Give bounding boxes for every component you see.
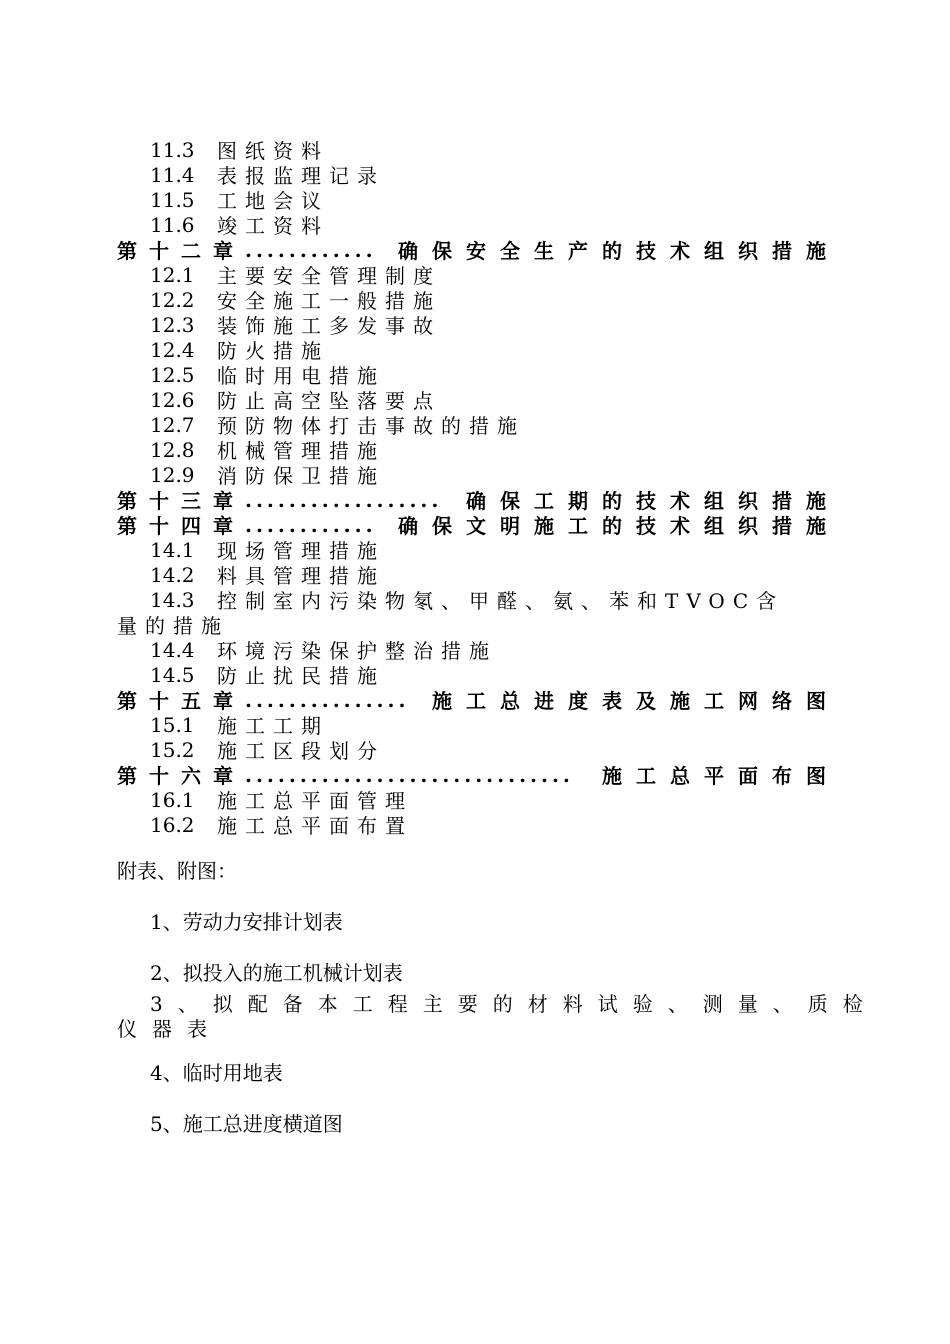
toc-section-row — [117, 412, 826, 437]
section-title: 表报监理记录 — [217, 164, 385, 188]
section-title: 工地会议 — [217, 189, 329, 213]
toc-section-row — [117, 362, 826, 387]
section-number: 12.5 — [150, 362, 195, 387]
section-title: 防止扰民措施 — [217, 664, 385, 688]
section-number: 11.5 — [150, 187, 195, 212]
section-number: 14.1 — [150, 537, 195, 562]
toc-section-row — [117, 137, 826, 162]
section-title: 临时用电措施 — [217, 364, 385, 388]
section-number: 11.4 — [150, 162, 195, 187]
appendix-heading: 附表、附图： — [117, 859, 237, 883]
section-title: 环境污染保护整治措施 — [217, 639, 497, 663]
toc-section-row — [117, 437, 826, 462]
chapter-title: 确保文明施工的技术组织措施 — [398, 514, 840, 538]
section-title: 装饰施工多发事故 — [217, 314, 441, 338]
toc-section-row — [117, 562, 826, 587]
toc-section-row — [117, 587, 826, 612]
section-number: 14.2 — [150, 562, 195, 587]
section-number: 12.7 — [150, 412, 195, 437]
appendix-item-3-line-1: 3、拟配备本工程主要的材料试验、测量、质检 — [150, 992, 878, 1016]
section-number: 12.3 — [150, 312, 195, 337]
chapter-label: 第十六章 — [117, 764, 245, 788]
section-title: 料具管理措施 — [217, 564, 385, 588]
toc-section-row — [117, 712, 826, 737]
section-number: 12.2 — [150, 287, 195, 312]
section-title: 机械管理措施 — [217, 439, 385, 463]
section-number: 12.1 — [150, 262, 195, 287]
section-title: 预防物体打击事故的措施 — [217, 414, 525, 438]
toc-section-row — [117, 262, 826, 287]
section-title: 竣工资料 — [217, 214, 329, 238]
toc-chapter-row — [117, 512, 840, 538]
section-number: 11.3 — [150, 137, 195, 162]
chapter-label: 第十四章 — [117, 514, 245, 538]
table-of-contents — [117, 137, 840, 838]
toc-section-row — [117, 187, 826, 212]
section-title: 消防保卫措施 — [217, 464, 385, 488]
toc-section-row — [117, 812, 826, 837]
toc-section-row — [117, 737, 826, 762]
toc-section-row — [117, 337, 826, 362]
leader-dots: ............ — [245, 237, 377, 262]
toc-chapter-row — [117, 687, 840, 713]
chapter-title: 施工总进度表及施工网络图 — [432, 689, 840, 713]
appendix-item-5: 5、施工总进度横道图 — [150, 1112, 343, 1136]
section-number: 12.4 — [150, 337, 195, 362]
appendix-item-1: 1、劳动力安排计划表 — [150, 910, 343, 934]
section-title: 施工工期 — [217, 714, 329, 738]
section-title: 控制室内污染物氡、甲醛、氨、苯和TVOC含 — [217, 589, 785, 613]
section-number: 16.1 — [150, 787, 195, 812]
toc-section-row — [117, 637, 826, 662]
section-number: 14.4 — [150, 637, 195, 662]
chapter-title: 施工总平面布图 — [602, 764, 840, 788]
toc-section-row — [117, 787, 826, 812]
toc-section-row — [117, 212, 826, 237]
appendix-item-3-line-2: 仪器表 — [117, 1017, 222, 1041]
toc-chapter-row — [117, 762, 840, 788]
section-title: 主要安全管理制度 — [217, 264, 441, 288]
toc-chapter-row — [117, 237, 840, 263]
toc-section-row — [117, 462, 826, 487]
section-number: 14.3 — [150, 587, 195, 612]
toc-section-continuation — [117, 612, 826, 637]
section-title: 施工总平面布置 — [217, 814, 413, 838]
section-number: 14.5 — [150, 662, 195, 687]
section-title: 量的措施 — [117, 614, 229, 638]
toc-section-row — [117, 387, 826, 412]
section-number: 15.1 — [150, 712, 195, 737]
section-title: 防止高空坠落要点 — [217, 389, 441, 413]
leader-dots: ............... — [245, 687, 410, 712]
section-title: 图纸资料 — [217, 139, 329, 163]
leader-dots: ............ — [245, 512, 377, 537]
toc-chapter-row — [117, 487, 840, 513]
toc-section-row — [117, 662, 826, 687]
appendix-item-2: 2、拟投入的施工机械计划表 — [150, 961, 403, 985]
leader-dots: .............................. — [245, 762, 574, 787]
chapter-title: 确保工期的技术组织措施 — [466, 489, 840, 513]
toc-section-row — [117, 162, 826, 187]
section-title: 现场管理措施 — [217, 539, 385, 563]
section-number: 16.2 — [150, 812, 195, 837]
toc-section-row — [117, 312, 826, 337]
section-number: 12.8 — [150, 437, 195, 462]
section-number: 11.6 — [150, 212, 195, 237]
section-number: 15.2 — [150, 737, 195, 762]
chapter-label: 第十三章 — [117, 489, 245, 513]
section-number: 12.6 — [150, 387, 195, 412]
appendix-item-4: 4、临时用地表 — [150, 1061, 283, 1085]
section-title: 施工总平面管理 — [217, 789, 413, 813]
chapter-label: 第十二章 — [117, 239, 245, 263]
section-title: 防火措施 — [217, 339, 329, 363]
section-number: 12.9 — [150, 462, 195, 487]
leader-dots: .................. — [245, 487, 443, 512]
chapter-label: 第十五章 — [117, 689, 245, 713]
section-title: 施工区段划分 — [217, 739, 385, 763]
section-title: 安全施工一般措施 — [217, 289, 441, 313]
toc-section-row — [117, 287, 826, 312]
chapter-title: 确保安全生产的技术组织措施 — [398, 239, 840, 263]
toc-section-row — [117, 537, 826, 562]
